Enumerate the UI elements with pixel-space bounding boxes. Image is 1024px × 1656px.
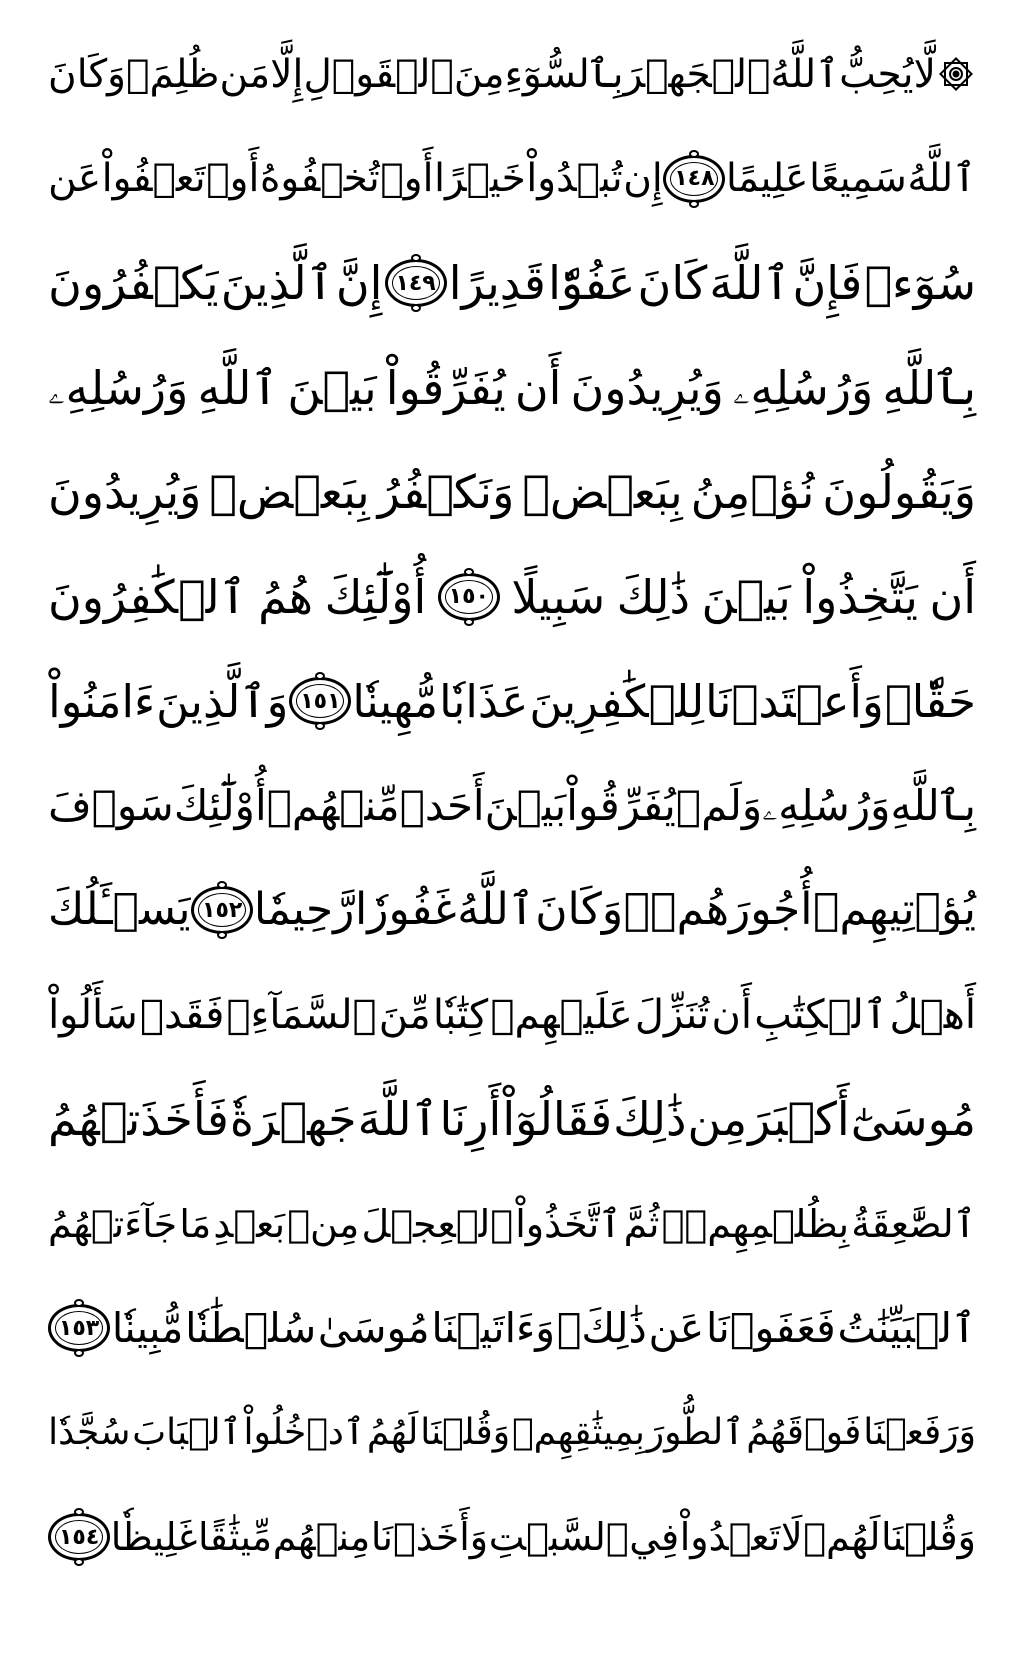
word: فَقَالُوٓاْ: [502, 1092, 613, 1146]
word: بِظُلۡمِهِمۡۚ: [661, 1201, 850, 1246]
word: مِنۡهُم: [272, 1515, 371, 1559]
ayah-number: ١٥٤: [58, 1524, 100, 1550]
word: عَذَابٗا: [439, 674, 529, 728]
word: غَفُورٗا: [355, 884, 457, 935]
word: بِبَعۡضٖ: [209, 465, 370, 519]
word: تَعۡدُواْ: [679, 1515, 781, 1559]
word: لَّا: [913, 51, 936, 97]
word: وَءَاتَيۡنَا: [431, 1303, 556, 1352]
word: أَن: [711, 991, 752, 1038]
word: تُبۡدُواْ: [526, 156, 623, 201]
word: عَلِيمًا: [726, 156, 809, 201]
word: لِلۡكَٰفِرِينَ: [529, 674, 705, 728]
word: وَكَانَ: [48, 51, 126, 97]
word: فَقَدۡ: [139, 991, 225, 1038]
word: مُّبِينٗا: [111, 1303, 184, 1352]
word: فَوۡقَهُمُ: [746, 1411, 862, 1453]
word: ٱلۡبَابَ: [132, 1411, 242, 1453]
text-line: [48, 1172, 976, 1276]
word: يَكۡفُرُونَ: [48, 256, 219, 310]
word: مُّهِينٗا: [352, 674, 439, 728]
word: ثُمَّ: [623, 1201, 660, 1246]
word: بَيۡنَ: [484, 780, 567, 830]
word: لَهُمۡ: [803, 1515, 881, 1559]
word: أُوْلَٰٓئِكَ: [324, 569, 427, 624]
text-line: [48, 231, 976, 335]
word: مِنَ: [453, 51, 505, 97]
word: ٱلصَّٰعِقَةُ: [851, 1201, 976, 1246]
word: ٱلۡكَٰفِرُونَ: [48, 569, 247, 624]
word: يُؤۡتِيهِمۡ: [813, 884, 976, 935]
word: ذَٰلِكَۚ: [556, 1303, 647, 1352]
word: ٱلۡبَيِّنَٰتُ: [837, 1303, 976, 1352]
word: بِٱلسُّوٓءِ: [504, 51, 624, 97]
word: وَرَفَعۡنَا: [863, 1411, 976, 1453]
marker-ornament: [464, 618, 474, 626]
marker-ornament: [411, 304, 421, 312]
word: ٱلسَّبۡتِ: [488, 1515, 629, 1559]
text-line: [48, 22, 976, 126]
word: عَفُوّٗا: [548, 256, 636, 310]
marker-ornament: [315, 672, 325, 680]
word: ٱللَّهِ: [197, 360, 279, 415]
word: بِمِيثَٰقِهِمۡ: [512, 1411, 645, 1453]
ayah-number: ١٤٩: [395, 270, 436, 296]
word: يُحِبُّ: [839, 51, 914, 97]
word: فَعَفَوۡنَا: [705, 1303, 836, 1352]
word: ٱللَّهُ: [457, 884, 535, 935]
word: لَهُمُ: [366, 1411, 419, 1453]
word: كَانَ: [637, 256, 708, 310]
word: أَكۡبَرَ: [748, 1092, 850, 1146]
word: مِنۢ: [287, 1201, 360, 1246]
word: يَتَّخِذُواْ: [802, 569, 918, 624]
word: ٱلطُّورَ: [646, 1411, 745, 1453]
text-line: [48, 336, 976, 440]
text-line: [48, 963, 976, 1067]
word: وَرُسُلِهِۦ: [48, 360, 189, 415]
word: ءَامَنُواْ: [48, 674, 156, 728]
ayah-number: ١٥٢: [202, 897, 243, 923]
word: بِٱللَّهِ: [882, 360, 976, 415]
word: مُوسَىٰٓ: [850, 1092, 976, 1146]
ayah-number-marker: [48, 1304, 110, 1352]
marker-ornament: [74, 1558, 84, 1566]
word: ٱلۡكِتَٰبِ: [754, 991, 888, 1038]
word: مِن: [687, 1092, 748, 1146]
word: وَيُرِيدُونَ: [570, 360, 724, 415]
word: وَنَكۡفُرُ: [377, 465, 515, 519]
word: بَيۡنَ: [701, 569, 791, 624]
word: أَحَدٖ: [399, 780, 485, 830]
word: عَلَيۡهِمۡ: [490, 991, 633, 1038]
word: ٱتَّخَذُواْ: [515, 1201, 622, 1246]
text-line: [48, 1067, 976, 1171]
word: مِّنَ: [378, 991, 431, 1038]
marker-ornament: [74, 1508, 84, 1516]
word: جَهۡرَةٗ: [229, 1092, 357, 1146]
word: مَا: [179, 1201, 212, 1246]
word: ٱللَّهَ: [709, 256, 791, 310]
word: وَيُرِيدُونَ: [48, 465, 202, 519]
word: فَإِنَّ: [792, 256, 863, 310]
word: ٱللَّهُ: [907, 156, 976, 201]
word: لَا: [780, 1515, 803, 1559]
ayah-number-marker: [438, 573, 500, 621]
word: عَن: [48, 156, 102, 201]
word: ٱلۡقَوۡلِ: [303, 51, 454, 97]
marker-ornament: [689, 150, 699, 158]
word: فَأَخَذَتۡهُمُ: [48, 1092, 229, 1146]
ayah-number-marker: [663, 155, 725, 203]
word: أَوۡ: [206, 156, 260, 201]
word: سُجَّدٗا: [48, 1411, 131, 1453]
word: وَٱلَّذِينَ: [156, 674, 289, 728]
text-line: [48, 127, 976, 231]
word: خَيۡرًا: [434, 156, 526, 201]
text-line: [48, 754, 976, 858]
marker-ornament: [411, 254, 421, 262]
word: ٱللَّهَ: [357, 1092, 439, 1146]
marker-ornament: [217, 881, 227, 889]
word: ذَٰلِكَ: [616, 569, 690, 624]
text-line: [48, 1276, 976, 1380]
word: مُوسَىٰ: [317, 1303, 430, 1352]
ayah-number: ١٤٨: [674, 166, 715, 191]
rub-el-hizb-icon: [936, 54, 976, 94]
word: جَآءَتۡهُمُ: [48, 1201, 178, 1246]
word: ٱلۡعِجۡلَ: [361, 1201, 514, 1246]
word: قَدِيرًا: [448, 256, 546, 310]
word: سَبِيلًا: [511, 569, 606, 624]
word: يُفَرِّقُواْ: [566, 780, 676, 830]
word: وَيَقُولُونَ: [822, 465, 976, 519]
word: مِّيثَٰقًا: [198, 1515, 273, 1559]
text-line: [48, 649, 976, 753]
word: وَكَانَ: [535, 884, 624, 935]
word: رَّحِيمٗا: [253, 884, 355, 935]
word: بِٱللَّهِ: [890, 780, 976, 830]
marker-ornament: [74, 1299, 84, 1307]
text-line: [48, 1485, 976, 1589]
word: أُوْلَٰٓئِكَ: [173, 780, 267, 830]
text-line: [48, 1381, 976, 1485]
word: وَأَخَذۡنَا: [370, 1515, 489, 1559]
ayah-number-marker: [48, 1513, 110, 1561]
word: حَقّٗاۚ: [884, 674, 976, 728]
marker-ornament: [74, 1349, 84, 1357]
word: وَأَعۡتَدۡنَا: [705, 674, 884, 728]
marker-ornament: [689, 200, 699, 208]
ayah-number: ١٥٠: [448, 584, 489, 609]
word: ذَٰلِكَ: [613, 1092, 687, 1146]
ayah-number-marker: [191, 886, 253, 934]
word: سُلۡطَٰنٗا: [185, 1303, 317, 1352]
marker-ornament: [217, 931, 227, 939]
word: فِي: [629, 1515, 680, 1559]
word: أَهۡلُ: [889, 991, 976, 1038]
word: تُخۡفُوهُ: [259, 156, 380, 201]
word: أُجُورَهُمۡۗ: [623, 884, 813, 935]
word: وَلَمۡ: [675, 780, 763, 830]
word: ٱدۡخُلُواْ: [243, 1411, 365, 1453]
word: يُفَرِّقُواْ: [385, 360, 506, 415]
word: أَن: [929, 569, 976, 624]
marker-ornament: [464, 568, 474, 576]
word: مِّنۡهُمۡ: [266, 780, 400, 830]
text-line: [48, 545, 976, 649]
ayah-number-marker: [289, 677, 351, 725]
word: ٱلَّذِينَ: [220, 256, 334, 310]
word: بَيۡنَ: [287, 360, 377, 415]
word: إِنَّ: [335, 256, 383, 310]
word: إِن: [623, 156, 663, 201]
ayah-number: ١٥٣: [58, 1315, 100, 1341]
word: مَن: [219, 51, 271, 97]
word: هُمُ: [258, 569, 314, 624]
word: تُنَزِّلَ: [634, 991, 710, 1038]
word: سَأَلُواْ: [48, 991, 138, 1038]
word: يَسۡـَٔلُكَ: [48, 884, 191, 935]
ayah-number: ١٥١: [300, 688, 341, 714]
word: ٱللَّهُ: [770, 51, 840, 97]
word: نُؤۡمِنُ: [690, 465, 815, 519]
text-line: [48, 858, 976, 962]
word: ظُلِمَۚ: [126, 51, 220, 97]
word: إِلَّا: [270, 51, 304, 97]
word: سَوۡفَ: [48, 780, 174, 830]
word: سُوٓءٖ: [864, 256, 976, 310]
word: تَعۡفُواْ: [101, 156, 206, 201]
word: غَلِيظٗا: [110, 1515, 198, 1559]
word: سَمِيعًا: [809, 156, 907, 201]
word: أَرِنَا: [439, 1092, 502, 1146]
word: ٱلۡجَهۡرَ: [623, 51, 771, 97]
word: وَقُلۡنَا: [881, 1515, 976, 1559]
word: بَعۡدِ: [213, 1201, 286, 1246]
word: وَرُسُلِهِۦ: [762, 780, 891, 830]
word: ٱلسَّمَآءِۚ: [226, 991, 377, 1038]
word: أَوۡ: [380, 156, 434, 201]
ayah-number-marker: [385, 259, 447, 307]
word: وَقُلۡنَا: [420, 1411, 511, 1453]
word: أَن: [514, 360, 562, 415]
marker-ornament: [315, 722, 325, 730]
word: بِبَعۡضٖ: [522, 465, 683, 519]
word: عَن: [648, 1303, 705, 1352]
text-line: [48, 440, 976, 544]
word: وَرُسُلِهِۦ: [732, 360, 874, 415]
word: كِتَٰبٗا: [432, 991, 489, 1038]
